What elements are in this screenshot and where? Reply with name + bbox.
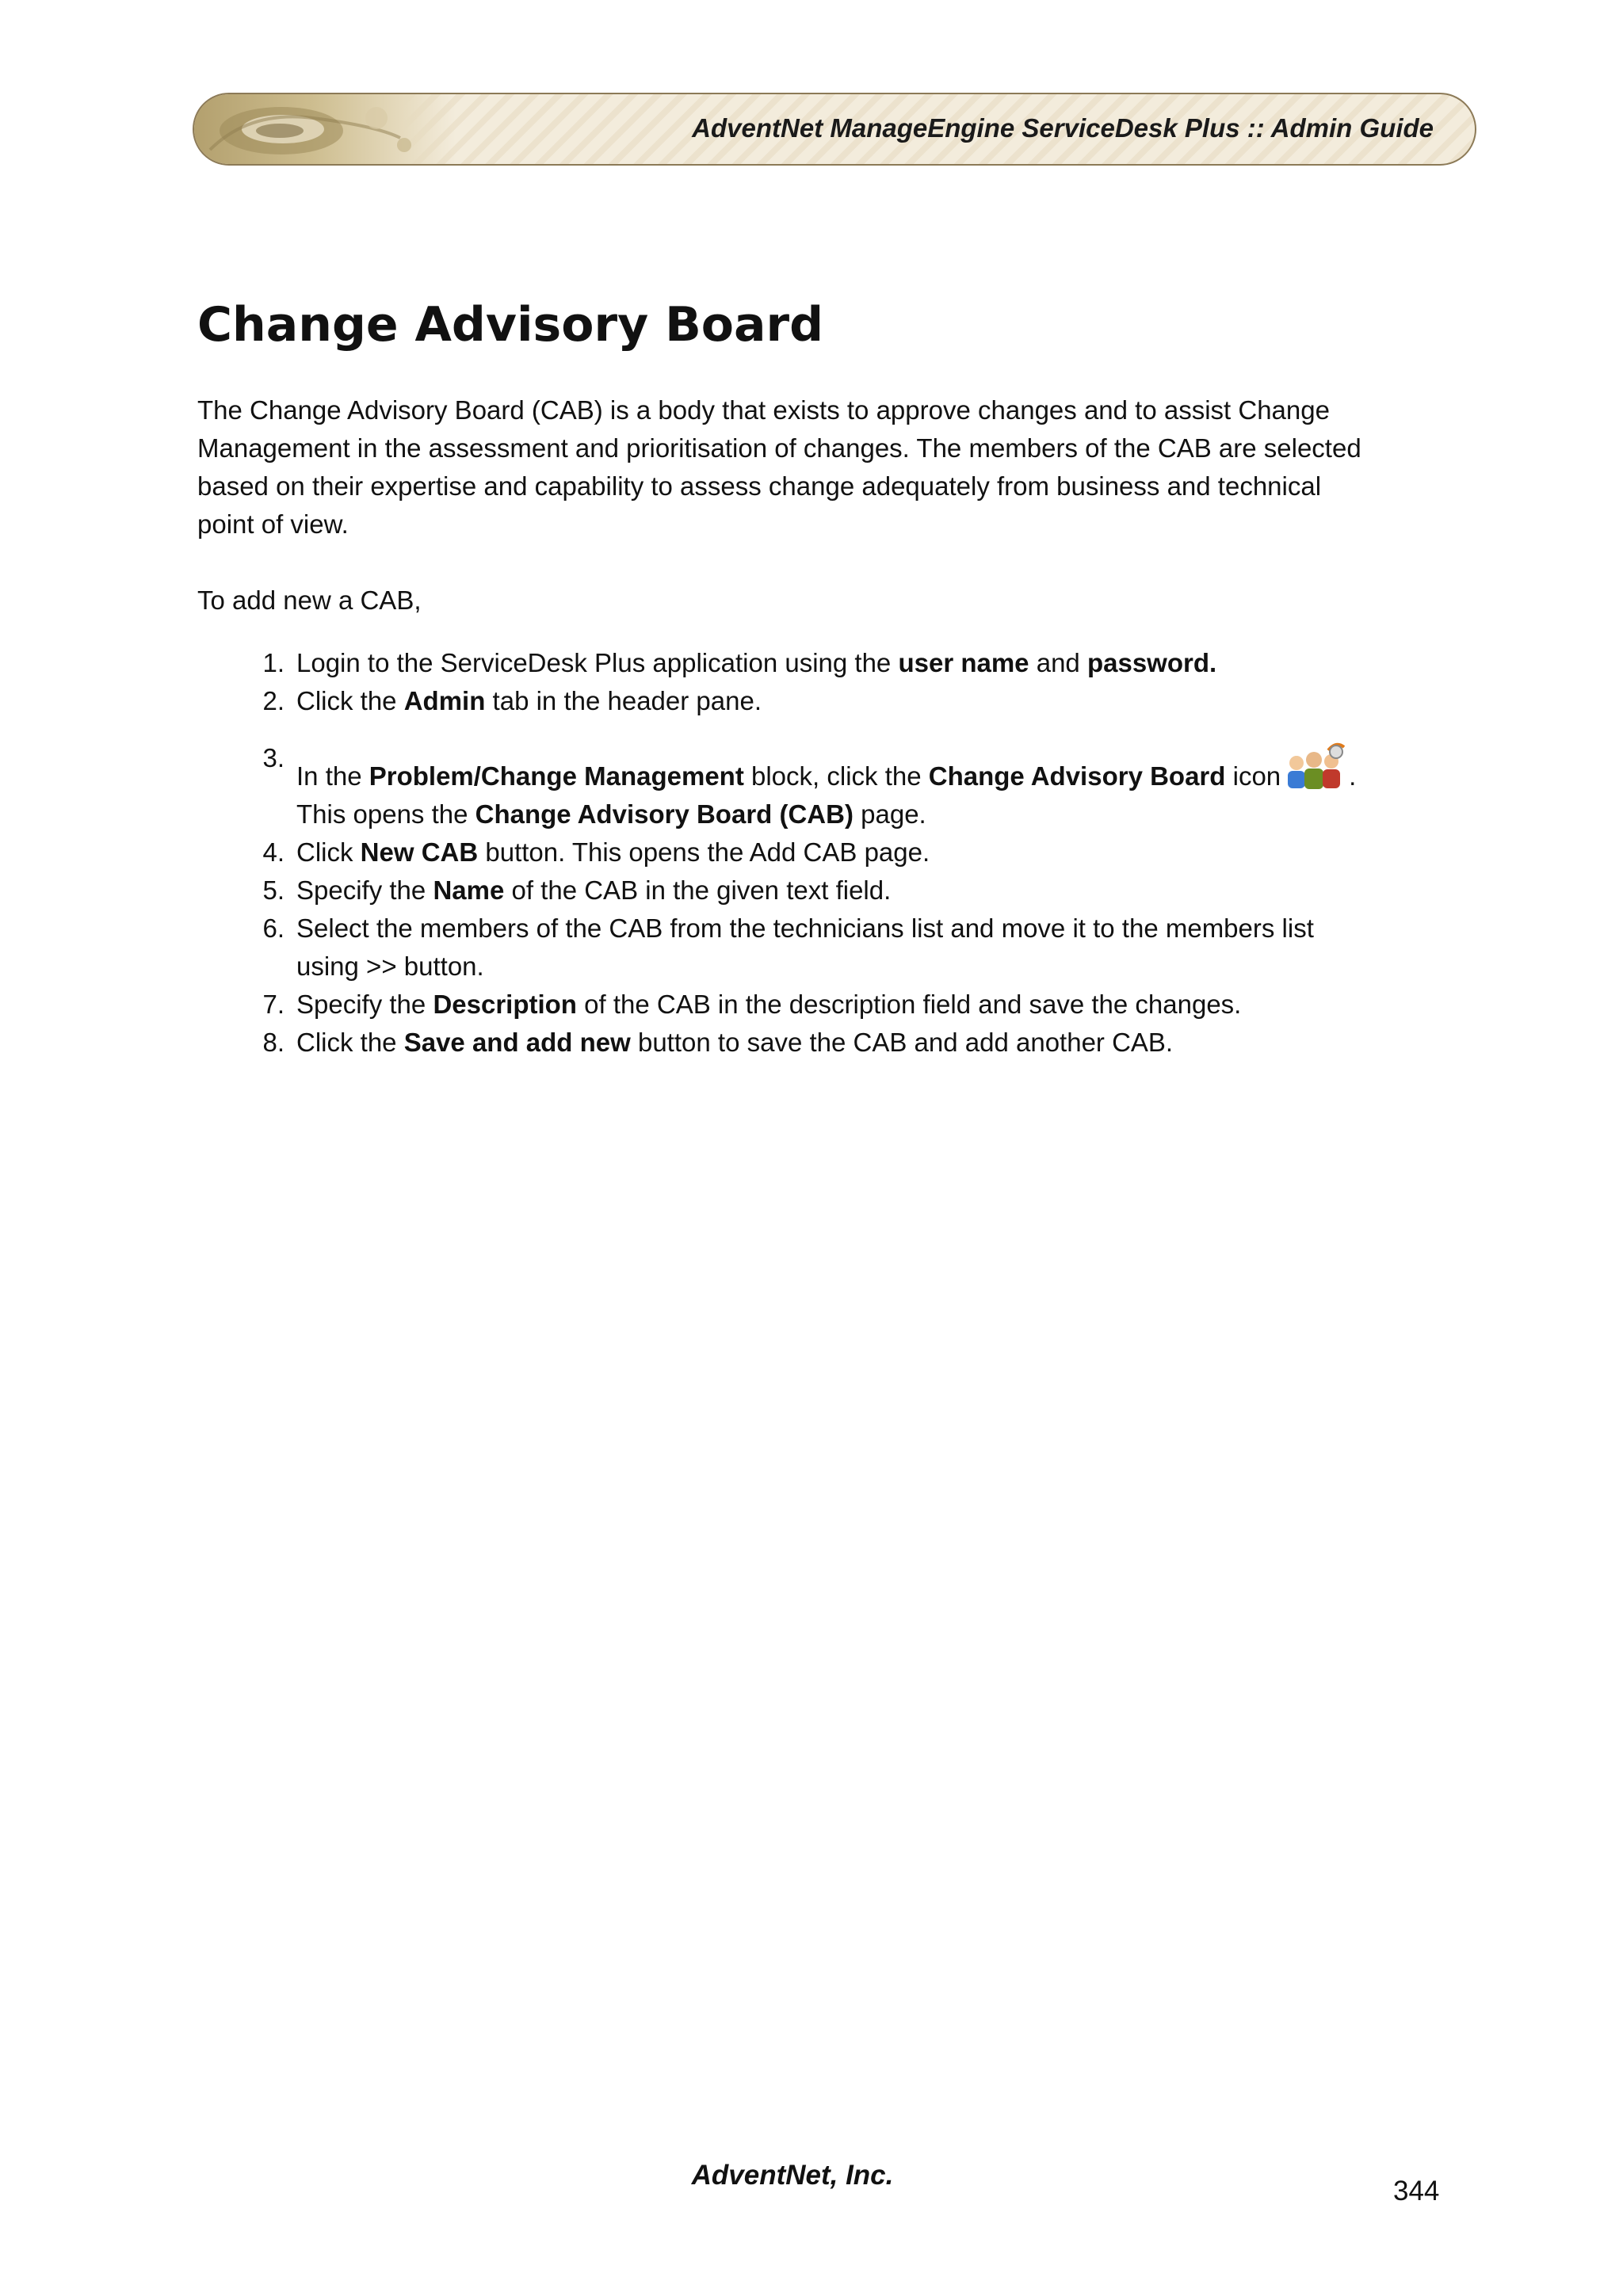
step-number: 1. [262, 648, 285, 677]
step-line [296, 1024, 1481, 1062]
intro-line: point of view. [197, 509, 349, 539]
step-number: 5. [262, 875, 285, 905]
step-text: button to save the CAB and add another CAB. [630, 1028, 1174, 1057]
step-text: Specify the [296, 875, 433, 905]
step-text: This opens the [296, 799, 475, 829]
step-line [296, 910, 1481, 948]
step-item [197, 986, 1481, 1024]
step-text: tab in the header pane. [485, 686, 762, 715]
step-line [296, 833, 1481, 871]
step-line [296, 644, 1481, 682]
step-number: 4. [262, 837, 285, 867]
step-emphasis: Admin [403, 686, 486, 715]
step-text: button. This opens the Add CAB page. [478, 837, 930, 867]
step-text: Login to the ServiceDesk Plus application using the [296, 648, 899, 677]
steps-list [197, 644, 1481, 1062]
step-line [296, 871, 1481, 910]
step-item [197, 1024, 1481, 1062]
step-item [197, 910, 1481, 986]
step-item [197, 682, 1481, 720]
step-emphasis: Description [433, 990, 577, 1019]
step-text: Click the [296, 686, 404, 715]
step-text: icon [1225, 761, 1281, 791]
step-emphasis: New CAB [360, 837, 479, 867]
step-emphasis: Name [433, 875, 505, 905]
step-emphasis: Problem/Change Management [369, 761, 744, 791]
step-number: 6. [262, 913, 285, 943]
step-line [296, 682, 1481, 720]
step-emphasis: Change Advisory Board [928, 761, 1226, 791]
step-text: of the CAB in the description field and save the changes. [576, 990, 1242, 1019]
page-title: Change Advisory Board [197, 297, 824, 353]
step-text: . [1349, 761, 1357, 791]
banner-texture-icon [194, 94, 456, 166]
step-number: 7. [262, 990, 285, 1019]
step-text: block, click the [743, 761, 929, 791]
step-number: 8. [262, 1028, 285, 1057]
step-text: using >> button. [296, 952, 484, 981]
step-number: 3. [262, 743, 285, 772]
cab-people-icon [1281, 739, 1349, 791]
step-line [296, 986, 1481, 1024]
step-line [296, 795, 1481, 833]
banner-decorative-image [194, 94, 456, 164]
step-emphasis: password. [1086, 648, 1217, 677]
header-title: AdventNet ManageEngine ServiceDesk Plus :: Admin Guide [692, 113, 1434, 143]
footer-company: AdventNet, Inc. [691, 2160, 894, 2191]
step-emphasis: Save and add new [403, 1028, 631, 1057]
page-number: 344 [1393, 2176, 1440, 2206]
step-item [197, 739, 1481, 833]
step-number: 2. [262, 686, 285, 715]
header-banner [193, 93, 1476, 166]
step-item [197, 833, 1481, 871]
step-text: page. [853, 799, 926, 829]
step-line [296, 948, 1481, 986]
step-text: In the [296, 761, 369, 791]
step-text: Specify the [296, 990, 433, 1019]
step-line [296, 739, 1481, 795]
step-text: and [1029, 648, 1087, 677]
intro-paragraph [197, 391, 1442, 543]
step-emphasis: user name [898, 648, 1029, 677]
step-text: Click [296, 837, 361, 867]
intro-line: The Change Advisory Board (CAB) is a body that exists to approve changes and to assist Change [197, 395, 1330, 425]
step-text: Select the members of the CAB from the technicians list and move it to the members list [296, 913, 1314, 943]
intro-line: based on their expertise and capability to assess change adequately from business and technical [197, 471, 1322, 501]
step-text: of the CAB in the given text field. [504, 875, 892, 905]
lead-in-text: To add new a CAB, [197, 585, 422, 615]
step-emphasis: Change Advisory Board (CAB) [475, 799, 854, 829]
step-item [197, 871, 1481, 910]
step-item [197, 644, 1481, 682]
intro-line: Management in the assessment and prioritisation of changes. The members of the CAB are selected [197, 433, 1361, 463]
step-text: Click the [296, 1028, 404, 1057]
